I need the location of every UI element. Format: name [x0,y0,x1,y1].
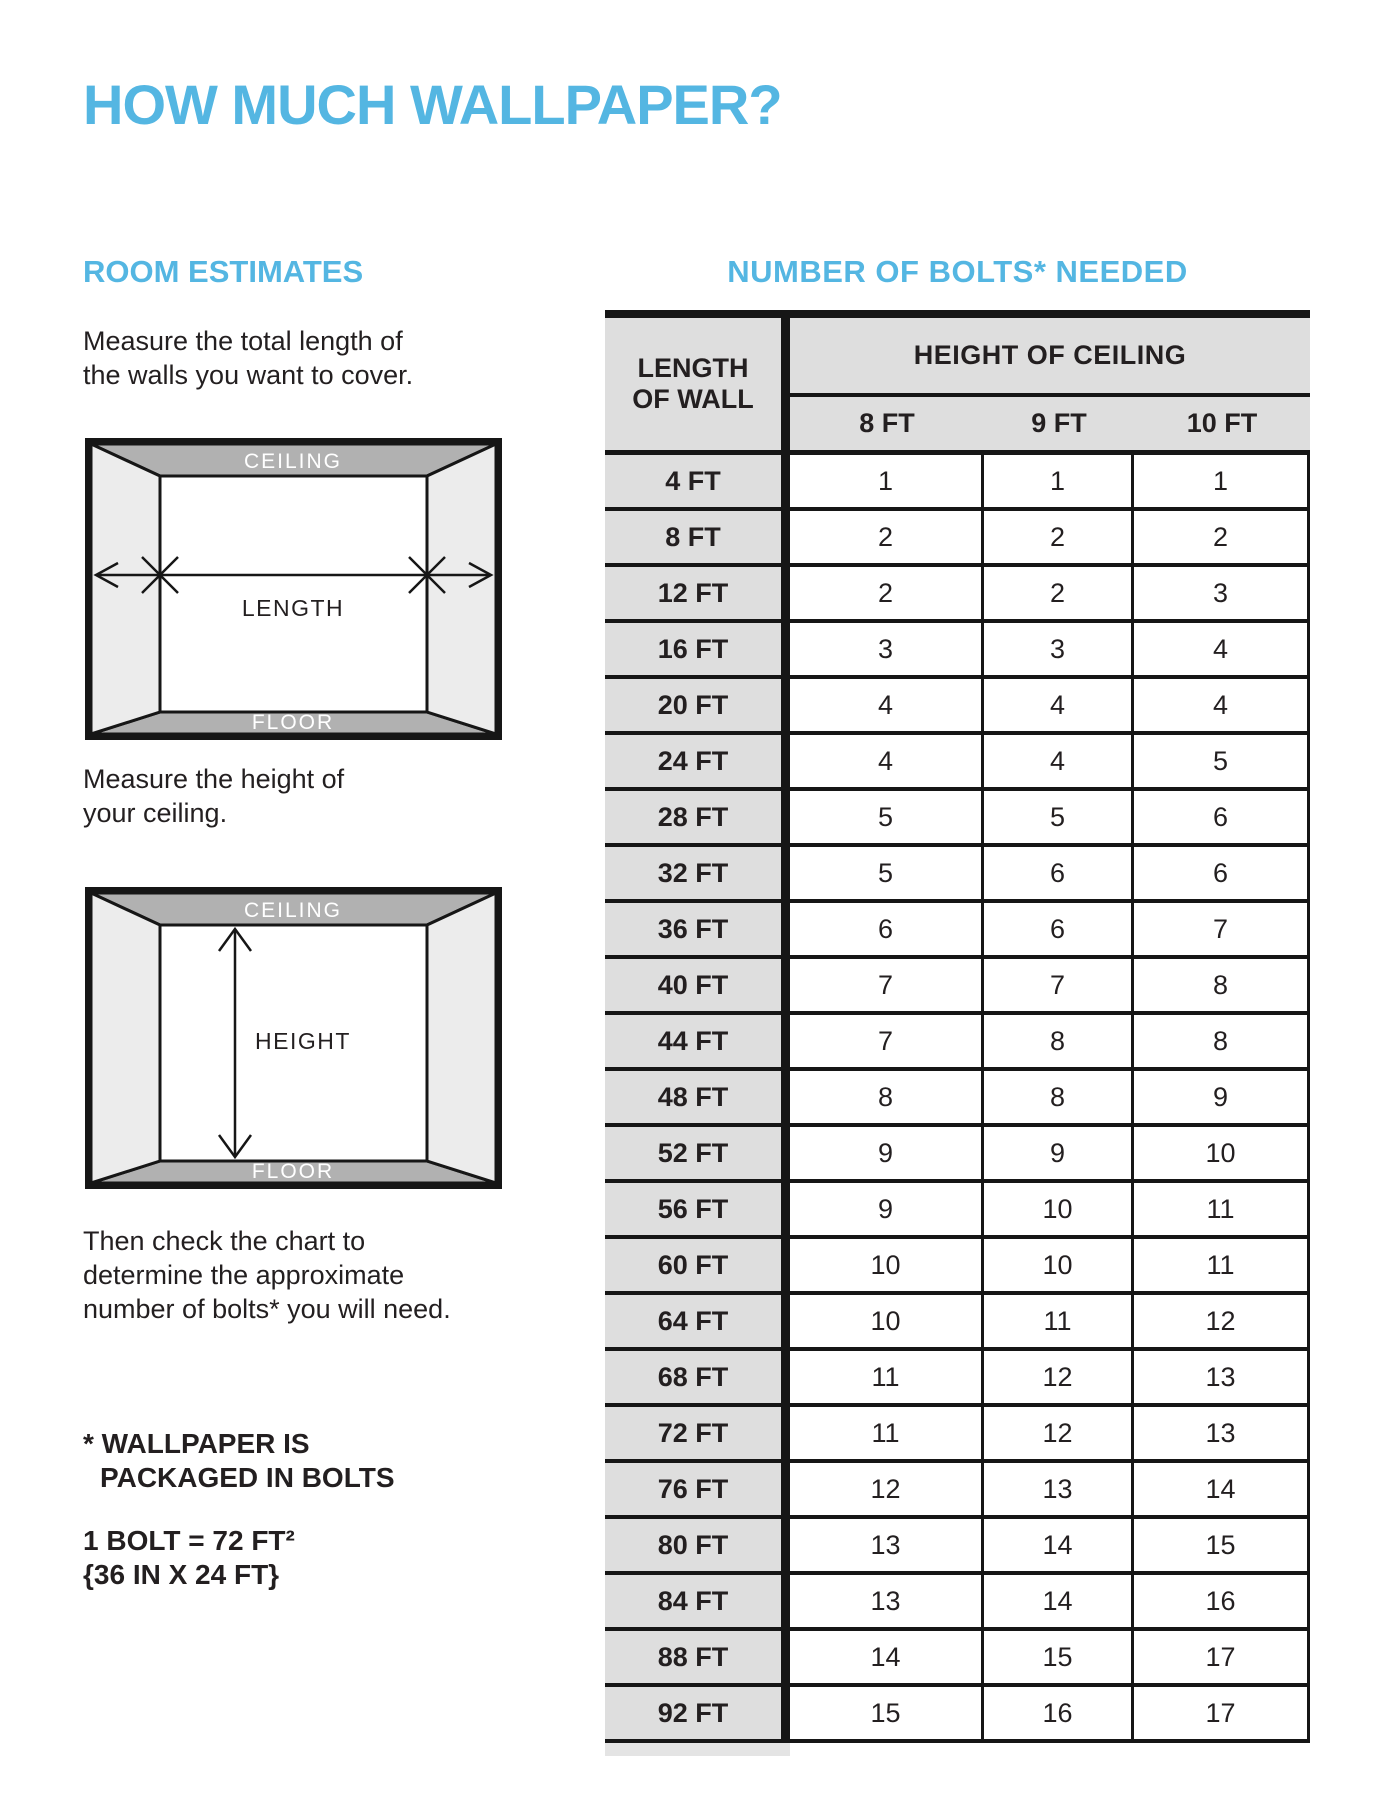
instruction-line: determine the approximate [83,1260,405,1290]
bolts-value-cell: 4 [790,735,984,787]
table-row [605,735,1310,791]
wall-length-cell: 92 FT [605,1687,790,1739]
col-header-10ft: 10 FT [1186,408,1258,438]
bolts-value-cell: 3 [790,623,984,675]
table-row [605,959,1310,1015]
wall-length-cell: 88 FT [605,1631,790,1683]
wall-length-cell: 72 FT [605,1407,790,1459]
room-length-drawing [91,444,496,734]
instruction-line: the walls you want to cover. [83,360,414,390]
wall-length-cell: 4 FT [605,455,790,507]
col-header-9ft: 9 FT [1031,408,1087,438]
bolts-value-cell: 13 [1134,1351,1310,1403]
table-row [605,791,1310,847]
bolts-value-cell: 17 [1134,1631,1310,1683]
table-row [605,1519,1310,1575]
wall-length-cell: 76 FT [605,1463,790,1515]
length-of-wall-header [605,318,790,450]
table-row [605,679,1310,735]
bolts-value-cell: 8 [1134,959,1310,1011]
instruction-line: Then check the chart to [83,1226,366,1256]
bolts-value-cell: 16 [984,1687,1134,1739]
bolts-value-cell: 17 [1134,1687,1310,1739]
bolts-value-cell: 1 [790,455,984,507]
check-chart-instruction [83,1224,451,1326]
wall-length-cell: 60 FT [605,1239,790,1291]
bolts-value-cell: 8 [984,1015,1134,1067]
bolts-value-cell: 5 [790,847,984,899]
bolts-value-cell: 10 [984,1239,1134,1291]
bolts-table [605,310,1310,1743]
bolts-value-cell: 6 [1134,847,1310,899]
ceiling-height-diagram [85,887,502,1189]
right-wall [427,444,496,734]
bolts-value-cell: 15 [790,1687,984,1739]
bolts-value-cell: 4 [1134,679,1310,731]
wall-length-cell: 56 FT [605,1183,790,1235]
bolts-needed-heading: NUMBER OF BOLTS* NEEDED [727,254,1188,289]
wall-length-cell: 36 FT [605,903,790,955]
room-length-diagram [85,438,502,740]
ceiling-height-subheaders [790,397,1310,450]
table-row [605,1071,1310,1127]
table-body [605,455,1310,1743]
bolts-value-cell: 13 [790,1575,984,1627]
floor-label: FLOOR [251,1160,335,1183]
bolts-value-cell: 16 [1134,1575,1310,1627]
table-row [605,1015,1310,1071]
header-line: LENGTH [637,353,749,383]
height-of-ceiling-header: HEIGHT OF CEILING [790,318,1310,397]
bolts-value-cell: 1 [984,455,1134,507]
wall-length-cell: 8 FT [605,511,790,563]
bolts-value-cell: 2 [984,567,1134,619]
table-row [605,1407,1310,1463]
bolts-value-cell: 12 [1134,1295,1310,1347]
table-row [605,847,1310,903]
bolts-value-cell: 15 [984,1631,1134,1683]
wall-length-cell: 52 FT [605,1127,790,1179]
table-row [605,1239,1310,1295]
bolts-value-cell: 4 [984,735,1134,787]
table-row [605,903,1310,959]
bolts-value-cell: 10 [790,1295,984,1347]
bolts-value-cell: 2 [984,511,1134,563]
table-row [605,567,1310,623]
footnote-line: PACKAGED IN BOLTS [100,1462,395,1493]
bolts-value-cell: 12 [984,1351,1134,1403]
table-row [605,1463,1310,1519]
room-estimates-heading: ROOM ESTIMATES [83,254,364,289]
bolts-value-cell: 2 [790,567,984,619]
table-row [605,1295,1310,1351]
bolts-value-cell: 14 [984,1575,1134,1627]
wall-length-cell: 20 FT [605,679,790,731]
bolts-value-cell: 12 [984,1407,1134,1459]
bolts-value-cell: 7 [984,959,1134,1011]
bolts-value-cell: 6 [984,903,1134,955]
bolts-value-cell: 14 [1134,1463,1310,1515]
table-footer-strip [605,1743,790,1756]
bolts-value-cell: 7 [790,959,984,1011]
table-row [605,1127,1310,1183]
ceiling-height-drawing [91,893,496,1183]
bolts-value-cell: 4 [984,679,1134,731]
instruction-line: your ceiling. [83,798,228,828]
bolts-value-cell: 12 [790,1463,984,1515]
height-of-ceiling-header-group [790,318,1310,450]
footnote-line: * WALLPAPER IS [83,1428,310,1459]
bolts-value-cell: 4 [1134,623,1310,675]
bolts-value-cell: 6 [1134,791,1310,843]
table-row [605,1575,1310,1631]
table-row [605,1351,1310,1407]
measure-height-instruction [83,762,344,830]
wall-length-cell: 40 FT [605,959,790,1011]
bolts-value-cell: 9 [790,1127,984,1179]
wall-length-cell: 64 FT [605,1295,790,1347]
bolts-value-cell: 14 [790,1631,984,1683]
bolts-value-cell: 2 [1134,511,1310,563]
ceiling-label: CEILING [243,450,343,473]
bolts-value-cell: 1 [1134,455,1310,507]
table-row [605,1687,1310,1743]
wall-length-cell: 68 FT [605,1351,790,1403]
left-wall [91,444,160,734]
table-row [605,1183,1310,1239]
bolt-size-note [83,1524,295,1592]
instruction-line: number of bolts* you will need. [83,1294,451,1324]
bolts-value-cell: 2 [790,511,984,563]
bolts-value-cell: 3 [984,623,1134,675]
bolts-value-cell: 11 [984,1295,1134,1347]
instruction-line: Measure the total length of [83,326,403,356]
bolts-value-cell: 7 [790,1015,984,1067]
bolts-value-cell: 11 [1134,1183,1310,1235]
bolts-value-cell: 5 [790,791,984,843]
wall-length-cell: 48 FT [605,1071,790,1123]
ceiling-label: CEILING [243,899,343,922]
wall-length-cell: 80 FT [605,1519,790,1571]
back-wall [160,476,427,712]
right-wall [427,893,496,1183]
bolts-value-cell: 13 [1134,1407,1310,1459]
wall-length-cell: 32 FT [605,847,790,899]
bolts-value-cell: 11 [1134,1239,1310,1291]
table-row [605,511,1310,567]
bolts-value-cell: 8 [1134,1015,1310,1067]
header-line: OF WALL [632,384,754,414]
bolts-value-cell: 8 [984,1071,1134,1123]
instruction-line: Measure the height of [83,764,345,794]
table-row [605,623,1310,679]
table-row [605,455,1310,511]
page-title: HOW MUCH WALLPAPER? [83,73,782,136]
table-header [605,318,1310,455]
bolts-footnote [83,1427,395,1495]
bolts-value-cell: 15 [1134,1519,1310,1571]
bolts-value-cell: 6 [790,903,984,955]
bolt-size-line: 1 BOLT = 72 FT² [83,1525,295,1556]
bolts-value-cell: 10 [984,1183,1134,1235]
bolts-value-cell: 3 [1134,567,1310,619]
bolts-value-cell: 9 [984,1127,1134,1179]
bolt-size-line: {36 IN X 24 FT} [83,1559,280,1590]
floor-label: FLOOR [251,711,335,734]
wall-length-cell: 28 FT [605,791,790,843]
left-wall [91,893,160,1183]
col-header-8ft: 8 FT [859,408,915,438]
length-label: LENGTH [241,595,345,621]
bolts-value-cell: 5 [984,791,1134,843]
bolts-value-cell: 11 [790,1351,984,1403]
bolts-value-cell: 10 [1134,1127,1310,1179]
table-row [605,1631,1310,1687]
bolts-value-cell: 7 [1134,903,1310,955]
bolts-value-cell: 13 [984,1463,1134,1515]
bolts-value-cell: 9 [1134,1071,1310,1123]
wall-length-cell: 24 FT [605,735,790,787]
bolts-value-cell: 10 [790,1239,984,1291]
bolts-value-cell: 11 [790,1407,984,1459]
bolts-value-cell: 9 [790,1183,984,1235]
bolts-value-cell: 14 [984,1519,1134,1571]
wall-length-cell: 16 FT [605,623,790,675]
wall-length-cell: 84 FT [605,1575,790,1627]
wall-length-cell: 12 FT [605,567,790,619]
bolts-value-cell: 4 [790,679,984,731]
height-label: HEIGHT [255,1028,351,1054]
bolts-value-cell: 13 [790,1519,984,1571]
wall-length-cell: 44 FT [605,1015,790,1067]
bolts-value-cell: 6 [984,847,1134,899]
bolts-value-cell: 5 [1134,735,1310,787]
measure-length-instruction [83,324,413,392]
bolts-value-cell: 8 [790,1071,984,1123]
